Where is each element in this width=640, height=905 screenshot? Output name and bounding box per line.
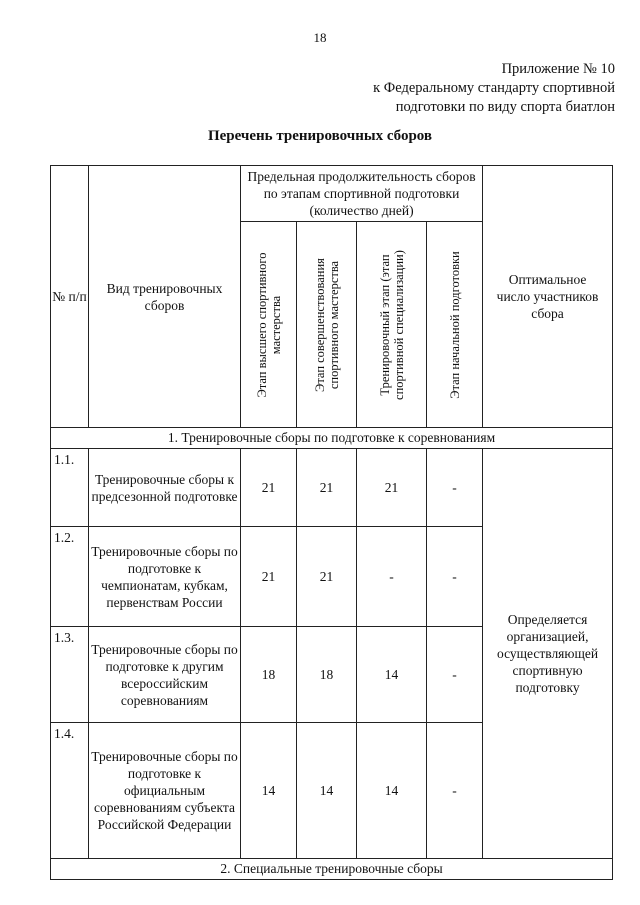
row-stage-4: - xyxy=(427,449,483,527)
header-stage-2: Этап совершенствования спортивного мастерства xyxy=(297,222,357,428)
appendix-line-1: Приложение № 10 xyxy=(501,61,615,77)
row-stage-1: 14 xyxy=(241,723,297,859)
appendix-line-2: к Федеральному стандарту спортивной xyxy=(373,80,615,96)
row-stage-1: 18 xyxy=(241,627,297,723)
row-vid: Тренировочные сборы по подготовке к чемпионатам, кубкам, первенствам России xyxy=(89,527,241,627)
section-2-heading: 2. Специальные тренировочные сборы xyxy=(51,859,613,880)
header-stage-1: Этап высшего спортивного мастерства xyxy=(241,222,297,428)
row-stage-4: - xyxy=(427,723,483,859)
row-stage-3: - xyxy=(357,527,427,627)
row-num: 1.3. xyxy=(51,627,89,723)
row-vid: Тренировочные сборы по подготовке к другим всероссийским соревнованиям xyxy=(89,627,241,723)
row-stage-3: 21 xyxy=(357,449,427,527)
appendix-header xyxy=(373,60,615,117)
appendix-line-3: подготовки по виду спорта биатлон xyxy=(395,99,615,115)
row-vid: Тренировочные сборы по подготовке к официальным соревнованиям субъекта Российской Федерации xyxy=(89,723,241,859)
document-title: Перечень тренировочных сборов xyxy=(207,128,433,144)
row-stage-4: - xyxy=(427,627,483,723)
row-stage-2: 18 xyxy=(297,627,357,723)
row-stage-2: 14 xyxy=(297,723,357,859)
table-row xyxy=(51,449,613,527)
row-stage-3: 14 xyxy=(357,627,427,723)
row-stage-2: 21 xyxy=(297,527,357,627)
row-num: 1.4. xyxy=(51,723,89,859)
row-stage-4: - xyxy=(427,527,483,627)
header-optimal: Оптимальное число участников сбора xyxy=(483,166,613,428)
page-number: 18 xyxy=(313,30,327,45)
row-stage-1: 21 xyxy=(241,449,297,527)
row-num: 1.1. xyxy=(51,449,89,527)
section-1-heading: 1. Тренировочные сборы по подготовке к соревнованиям xyxy=(51,428,613,449)
header-vid: Вид тренировочных сборов xyxy=(89,166,241,428)
row-num: 1.2. xyxy=(51,527,89,627)
training-camps-table xyxy=(50,165,613,880)
header-num: № п/п xyxy=(51,166,89,428)
header-stage-4: Этап начальной подготовки xyxy=(427,222,483,428)
row-stage-2: 21 xyxy=(297,449,357,527)
row-vid: Тренировочные сборы к предсезонной подготовке xyxy=(89,449,241,527)
row-stage-3: 14 xyxy=(357,723,427,859)
row-stage-1: 21 xyxy=(241,527,297,627)
optimal-participants: Определяется организацией, осуществляющей спортивную подготовку xyxy=(483,449,613,859)
header-duration: Предельная продолжительность сборов по этапам спортивной подготовки (количество дней) xyxy=(241,166,483,222)
header-stage-3: Тренировочный этап (этап спортивной специализации) xyxy=(357,222,427,428)
